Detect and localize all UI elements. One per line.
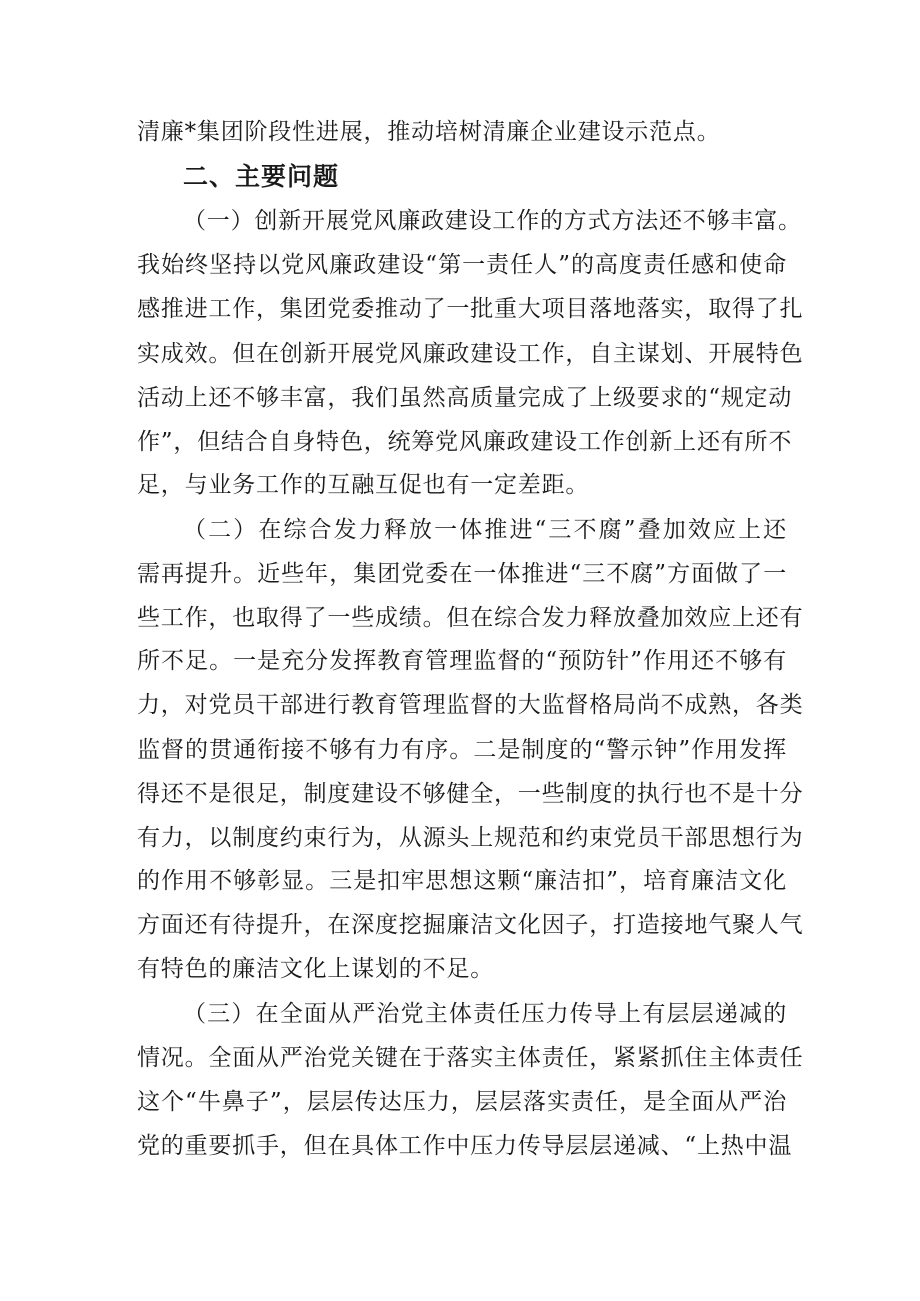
- paragraph-line: 力，对党员干部进行教育管理监督的大监督格局尚不成熟，各类: [137, 692, 804, 718]
- paragraph-line: （一）创新开展党风廉政建设工作的方式方法还不够丰富。: [183, 208, 802, 234]
- paragraph-line: （二）在综合发力释放一体推进“三不腐”叠加效应上还: [183, 517, 787, 543]
- paragraph-line: 作”，但结合自身特色，统筹党风廉政建设工作创新上还有所不: [137, 429, 793, 455]
- paragraph-line: 活动上还不够丰富，我们虽然高质量完成了上级要求的“规定动: [137, 385, 793, 411]
- paragraph-line: 党的重要抓手，但在具体工作中压力传导层层递减、“上热中温: [137, 1133, 793, 1159]
- paragraph-line: 需再提升。近些年，集团党委在一体推进“三不腐”方面做了一: [137, 561, 787, 587]
- paragraph-line: 所不足。一是充分发挥教育管理监督的“预防针”作用还不够有: [137, 648, 787, 674]
- paragraph-line: 的作用不够彰显。三是扣牢思想这颗“廉洁扣”，培育廉洁文化: [137, 868, 787, 894]
- paragraph-line: 这个“牛鼻子”，层层传达压力，层层落实责任，是全面从严治: [137, 1089, 787, 1115]
- section-heading: 二、主要问题: [183, 162, 340, 191]
- intro-line: 清廉*集团阶段性进展，推动培树清廉企业建设示范点。: [137, 119, 721, 145]
- paragraph-line: 监督的贯通衔接不够有力有序。二是制度的“警示钟”作用发挥: [137, 737, 787, 763]
- paragraph-line: 有特色的廉洁文化上谋划的不足。: [137, 956, 494, 982]
- paragraph-line: 有力，以制度约束行为，从源头上规范和约束党员干部思想行为: [137, 825, 804, 851]
- paragraph-line: 些工作，也取得了一些成绩。但在综合发力释放叠加效应上还有: [137, 605, 804, 631]
- paragraph-line: 我始终坚持以党风廉政建设“第一责任人”的高度责任感和使命: [137, 252, 787, 278]
- paragraph-line: 感推进工作，集团党委推动了一批重大项目落地落实，取得了扎: [137, 296, 804, 322]
- paragraph-line: 实成效。但在创新开展党风廉政建设工作，自主谋划、开展特色: [137, 341, 804, 367]
- paragraph-line: 情况。全面从严治党关键在于落实主体责任，紧紧抓住主体责任: [137, 1045, 804, 1071]
- paragraph-line: 得还不是很足，制度建设不够健全，一些制度的执行也不是十分: [137, 781, 804, 807]
- paragraph-line: （三）在全面从严治党主体责任压力传导上有层层递减的: [183, 1001, 787, 1027]
- paragraph-line: 足，与业务工作的互融互促也有一定差距。: [137, 472, 590, 498]
- paragraph-line: 方面还有待提升，在深度挖掘廉洁文化因子，打造接地气聚人气: [137, 912, 804, 938]
